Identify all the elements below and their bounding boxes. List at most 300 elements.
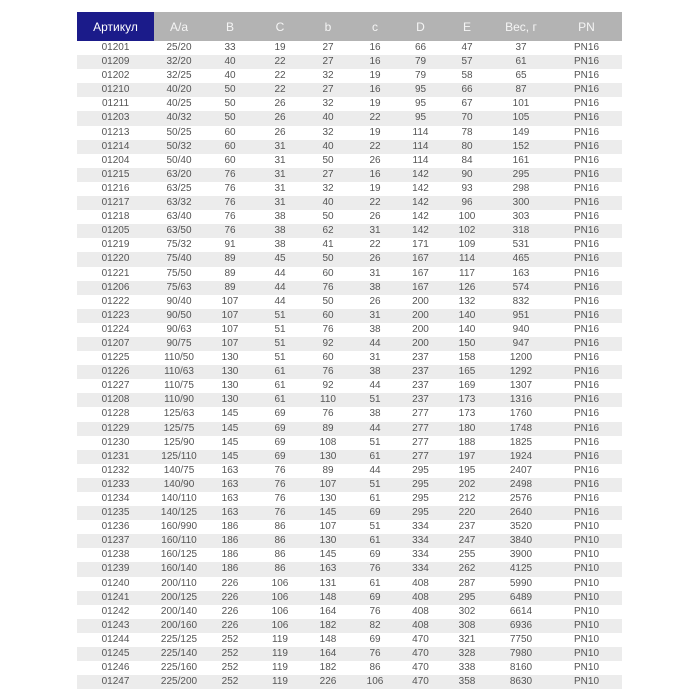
cell-D: 470	[412, 676, 429, 688]
cell-b: 50	[322, 295, 334, 307]
cell-E: 70	[461, 112, 473, 124]
cell-B: 50	[224, 84, 236, 96]
cell-article: 01228	[101, 408, 130, 420]
cell-c: 22	[369, 197, 381, 209]
cell-B: 107	[221, 309, 239, 321]
table-row	[77, 97, 622, 111]
cell-D: 79	[414, 70, 427, 82]
cell-c: 22	[369, 140, 381, 152]
cell-weight: 1200	[509, 352, 533, 364]
table-row	[77, 619, 622, 633]
cell-B: 252	[221, 676, 239, 688]
cell-D: 237	[412, 352, 429, 364]
column-header-pn: PN	[551, 12, 622, 41]
cell-aa: 140/90	[163, 478, 195, 490]
cell-pn: PN10	[573, 619, 599, 631]
table-row	[77, 506, 622, 520]
cell-E: 188	[458, 436, 476, 448]
cell-pn: PN16	[573, 352, 599, 364]
column-header-c-upper: C	[256, 12, 304, 41]
cell-aa: 40/20	[166, 84, 192, 96]
cell-B: 40	[224, 70, 236, 82]
cell-weight: 465	[512, 253, 530, 265]
cell-D: 334	[412, 521, 429, 533]
cell-aa: 110/90	[164, 394, 194, 406]
cell-aa: 200/110	[161, 577, 197, 589]
column-header-weight: Вес, г	[491, 12, 551, 41]
cell-weight: 2407	[509, 464, 533, 476]
cell-b: 148	[319, 633, 337, 645]
cell-b: 40	[322, 197, 334, 209]
cell-C: 86	[274, 563, 286, 575]
cell-b: 145	[319, 549, 337, 561]
cell-E: 180	[458, 422, 476, 434]
cell-C: 51	[274, 352, 286, 364]
cell-b: 107	[319, 478, 337, 490]
cell-C: 51	[274, 309, 286, 321]
cell-b: 32	[322, 182, 334, 194]
cell-article: 01222	[101, 295, 130, 307]
cell-D: 200	[412, 295, 429, 307]
cell-aa: 32/25	[166, 70, 192, 82]
cell-B: 163	[221, 507, 239, 519]
cell-c: 31	[369, 267, 381, 279]
cell-B: 186	[221, 535, 239, 547]
cell-c: 69	[369, 633, 381, 645]
cell-E: 58	[461, 70, 473, 82]
table-row	[77, 647, 622, 661]
cell-C: 86	[274, 521, 286, 533]
cell-article: 01211	[101, 98, 130, 110]
cell-weight: 2498	[509, 478, 533, 490]
cell-aa: 75/63	[166, 281, 192, 293]
cell-b: 50	[322, 154, 334, 166]
cell-aa: 40/25	[166, 98, 192, 110]
cell-c: 26	[369, 211, 381, 223]
cell-c: 26	[369, 154, 381, 166]
cell-article: 01213	[101, 126, 130, 138]
cell-b: 89	[322, 422, 334, 434]
cell-weight: 6936	[509, 619, 533, 631]
table-row	[77, 577, 622, 591]
cell-pn: PN16	[573, 197, 599, 209]
cell-pn: PN16	[573, 464, 599, 476]
cell-D: 408	[412, 591, 429, 603]
cell-b: 131	[319, 577, 337, 589]
cell-E: 358	[458, 676, 476, 688]
cell-B: 89	[224, 253, 236, 265]
cell-c: 22	[369, 112, 381, 124]
cell-C: 22	[274, 56, 286, 68]
cell-weight: 105	[512, 112, 530, 124]
cell-D: 237	[412, 380, 429, 392]
cell-aa: 160/990	[160, 521, 198, 533]
cell-aa: 50/32	[166, 140, 192, 152]
cell-pn: PN16	[573, 84, 599, 96]
cell-E: 114	[459, 253, 475, 265]
table-row	[77, 224, 622, 238]
cell-article: 01206	[101, 281, 130, 293]
cell-B: 252	[221, 662, 239, 674]
cell-weight: 7750	[509, 633, 533, 645]
cell-article: 01227	[101, 380, 130, 392]
cell-c: 22	[369, 239, 381, 251]
cell-B: 76	[224, 225, 236, 237]
cell-weight: 6489	[509, 591, 533, 603]
cell-C: 38	[274, 225, 286, 237]
cell-aa: 200/160	[160, 619, 198, 631]
cell-B: 226	[221, 619, 239, 631]
cell-b: 27	[322, 168, 334, 180]
cell-weight: 1825	[509, 436, 533, 448]
cell-aa: 140/125	[160, 507, 198, 519]
cell-E: 109	[458, 239, 476, 251]
table-row	[77, 661, 622, 675]
cell-C: 22	[274, 70, 286, 82]
cell-aa: 225/125	[160, 633, 198, 645]
cell-D: 142	[412, 168, 429, 180]
column-header-e: E	[443, 12, 491, 41]
cell-C: 61	[274, 366, 286, 378]
table-row	[77, 281, 622, 295]
cell-article: 01223	[101, 309, 130, 321]
cell-weight: 161	[512, 154, 530, 166]
table-row	[77, 633, 622, 647]
table-row	[77, 83, 622, 97]
cell-c: 38	[369, 408, 381, 420]
cell-weight: 5990	[509, 577, 533, 589]
cell-c: 69	[369, 549, 381, 561]
table-row	[77, 111, 622, 125]
cell-E: 158	[458, 352, 476, 364]
cell-pn: PN16	[573, 140, 599, 152]
table-row	[77, 379, 622, 393]
cell-B: 145	[221, 408, 239, 420]
cell-b: 89	[322, 464, 334, 476]
cell-D: 277	[412, 436, 429, 448]
cell-pn: PN16	[573, 112, 599, 124]
cell-E: 173	[458, 408, 476, 420]
cell-B: 130	[221, 394, 239, 406]
cell-E: 295	[458, 591, 476, 603]
cell-c: 51	[369, 436, 381, 448]
cell-weight: 832	[512, 295, 530, 307]
cell-b: 130	[319, 535, 337, 547]
cell-C: 119	[272, 676, 288, 688]
cell-article: 01243	[101, 619, 130, 631]
cell-weight: 1924	[509, 450, 533, 462]
cell-b: 50	[322, 211, 334, 223]
cell-pn: PN16	[573, 211, 599, 223]
cell-weight: 2640	[509, 507, 533, 519]
cell-E: 321	[458, 633, 476, 645]
table-row	[77, 450, 622, 464]
cell-weight: 152	[512, 140, 530, 152]
table-row	[77, 182, 622, 196]
cell-B: 145	[221, 436, 239, 448]
cell-D: 295	[412, 507, 429, 519]
cell-c: 38	[369, 323, 381, 335]
cell-E: 96	[461, 197, 473, 209]
cell-weight: 3900	[509, 549, 533, 561]
cell-article: 01218	[101, 211, 130, 223]
cell-D: 66	[414, 42, 427, 53]
table-row	[77, 478, 622, 492]
table-row	[77, 591, 622, 605]
cell-D: 277	[412, 422, 429, 434]
cell-weight: 574	[512, 281, 530, 293]
cell-E: 47	[461, 42, 473, 53]
cell-E: 220	[458, 507, 476, 519]
cell-aa: 90/75	[166, 337, 192, 349]
cell-b: 40	[322, 140, 334, 152]
table-row	[77, 252, 622, 266]
cell-article: 01208	[101, 394, 130, 406]
cell-article: 01229	[101, 422, 130, 434]
cell-E: 212	[458, 493, 476, 504]
cell-E: 126	[458, 281, 476, 293]
cell-article: 01239	[101, 563, 130, 575]
table-row	[77, 407, 622, 421]
cell-C: 61	[274, 380, 286, 392]
cell-b: 60	[322, 309, 334, 321]
cell-article: 01216	[101, 182, 130, 194]
cell-aa: 90/63	[166, 323, 192, 335]
cell-b: 60	[322, 352, 334, 364]
cell-weight: 303	[512, 211, 530, 223]
cell-D: 114	[412, 154, 429, 166]
cell-D: 200	[412, 323, 429, 335]
cell-E: 84	[461, 154, 473, 166]
cell-C: 38	[274, 211, 286, 223]
cell-aa: 63/32	[166, 197, 192, 209]
cell-b: 145	[319, 507, 337, 519]
cell-C: 106	[271, 619, 289, 631]
table-row	[77, 210, 622, 224]
cell-pn: PN16	[573, 253, 599, 265]
cell-article: 01209	[101, 56, 130, 68]
table-row	[77, 309, 622, 323]
cell-aa: 140/75	[163, 464, 195, 476]
cell-B: 89	[224, 281, 236, 293]
cell-article: 01226	[101, 366, 130, 378]
cell-article: 01224	[101, 323, 130, 335]
cell-c: 38	[369, 281, 381, 293]
cell-pn: PN16	[573, 366, 599, 378]
cell-D: 95	[414, 112, 427, 124]
cell-weight: 3520	[509, 521, 533, 533]
cell-pn: PN16	[573, 309, 599, 321]
cell-weight: 298	[512, 182, 530, 194]
cell-D: 167	[412, 253, 429, 265]
cell-D: 295	[412, 464, 429, 476]
cell-D: 470	[412, 662, 429, 674]
cell-b: 32	[322, 98, 334, 110]
cell-C: 106	[271, 591, 289, 603]
cell-article: 01231	[101, 450, 130, 462]
cell-B: 50	[224, 98, 236, 110]
table-row	[77, 534, 622, 548]
cell-c: 31	[369, 352, 381, 364]
cell-B: 130	[221, 352, 239, 364]
cell-E: 78	[461, 126, 473, 138]
cell-pn: PN16	[573, 225, 599, 237]
cell-pn: PN16	[573, 478, 599, 490]
cell-aa: 110/75	[164, 380, 194, 392]
cell-E: 90	[461, 168, 473, 180]
cell-article: 01234	[101, 493, 130, 504]
cell-B: 60	[224, 140, 236, 152]
cell-E: 66	[461, 84, 473, 96]
cell-pn: PN10	[573, 535, 599, 547]
cell-C: 76	[274, 478, 286, 490]
cell-E: 57	[461, 56, 473, 68]
cell-c: 44	[369, 422, 381, 434]
cell-pn: PN16	[573, 182, 599, 194]
cell-article: 01217	[101, 197, 130, 209]
table-row	[77, 238, 622, 252]
cell-aa: 50/40	[166, 154, 192, 166]
cell-article: 01210	[101, 84, 130, 96]
cell-weight: 6614	[509, 605, 533, 617]
cell-C: 106	[271, 577, 289, 589]
cell-c: 51	[369, 478, 381, 490]
table-row	[77, 562, 622, 576]
cell-aa: 225/160	[160, 662, 198, 674]
cell-weight: 163	[512, 267, 530, 279]
cell-b: 62	[322, 225, 334, 237]
cell-E: 165	[458, 366, 476, 378]
cell-E: 93	[461, 182, 473, 194]
cell-c: 16	[369, 56, 381, 68]
cell-C: 76	[274, 464, 286, 476]
cell-E: 173	[458, 394, 476, 406]
cell-weight: 3840	[509, 535, 533, 547]
cell-C: 44	[274, 267, 286, 279]
cell-weight: 1307	[509, 380, 533, 392]
table-row	[77, 126, 622, 140]
cell-aa: 225/200	[160, 676, 198, 688]
cell-b: 226	[319, 676, 337, 688]
cell-aa: 110/50	[164, 352, 194, 364]
cell-B: 252	[221, 648, 239, 660]
cell-weight: 531	[512, 239, 530, 251]
cell-D: 79	[414, 56, 427, 68]
cell-E: 100	[458, 211, 476, 223]
cell-weight: 37	[515, 42, 527, 53]
cell-aa: 125/110	[161, 450, 197, 462]
cell-B: 163	[221, 464, 239, 476]
cell-aa: 160/110	[161, 535, 197, 547]
cell-aa: 140/110	[161, 493, 197, 504]
cell-pn: PN16	[573, 408, 599, 420]
table-body	[77, 41, 622, 689]
cell-b: 148	[319, 591, 337, 603]
cell-pn: PN10	[573, 577, 599, 589]
cell-pn: PN10	[573, 521, 599, 533]
cell-E: 132	[458, 295, 476, 307]
cell-C: 45	[274, 253, 286, 265]
cell-b: 92	[322, 380, 334, 392]
cell-pn: PN16	[573, 337, 599, 349]
table-row	[77, 520, 622, 534]
cell-D: 114	[412, 126, 429, 138]
cell-c: 61	[369, 577, 381, 589]
cell-aa: 75/32	[166, 239, 192, 251]
cell-B: 91	[224, 239, 236, 251]
cell-aa: 125/90	[163, 436, 195, 448]
cell-C: 44	[274, 295, 286, 307]
cell-D: 277	[412, 450, 429, 462]
cell-C: 31	[274, 140, 286, 152]
cell-article: 01232	[101, 464, 130, 476]
cell-pn: PN16	[573, 42, 599, 53]
cell-pn: PN16	[573, 450, 599, 462]
cell-C: 106	[271, 605, 289, 617]
table-row	[77, 154, 622, 168]
cell-B: 226	[221, 591, 239, 603]
cell-c: 82	[369, 619, 381, 631]
table-row	[77, 365, 622, 379]
cell-aa: 63/40	[166, 211, 192, 223]
cell-article: 01214	[101, 140, 130, 152]
cell-B: 186	[221, 563, 239, 575]
cell-article: 01237	[101, 535, 130, 547]
cell-weight: 318	[512, 225, 530, 237]
cell-b: 164	[319, 605, 337, 617]
cell-B: 107	[221, 295, 239, 307]
cell-D: 408	[412, 605, 429, 617]
cell-c: 44	[369, 380, 381, 392]
cell-C: 51	[274, 323, 286, 335]
cell-B: 76	[224, 168, 236, 180]
cell-D: 171	[412, 239, 429, 251]
cell-aa: 40/32	[166, 112, 192, 124]
cell-aa: 63/25	[166, 182, 192, 194]
cell-b: 76	[322, 323, 334, 335]
cell-C: 51	[274, 337, 286, 349]
cell-article: 01238	[101, 549, 130, 561]
cell-weight: 87	[515, 84, 527, 96]
cell-D: 142	[412, 211, 429, 223]
cell-D: 95	[414, 98, 427, 110]
cell-b: 27	[322, 42, 334, 53]
cell-C: 69	[274, 436, 286, 448]
cell-C: 69	[274, 422, 286, 434]
cell-c: 76	[369, 605, 381, 617]
cell-aa: 200/125	[160, 591, 198, 603]
cell-B: 130	[221, 366, 239, 378]
cell-c: 16	[369, 84, 381, 96]
cell-aa: 110/63	[164, 366, 194, 378]
spec-table	[77, 12, 622, 689]
cell-C: 38	[274, 239, 286, 251]
cell-c: 51	[369, 394, 381, 406]
cell-B: 60	[224, 126, 236, 138]
cell-D: 167	[412, 281, 429, 293]
cell-b: 27	[322, 56, 334, 68]
cell-article: 01225	[101, 352, 130, 364]
cell-D: 295	[412, 493, 429, 504]
column-header-c-lower: c	[352, 12, 398, 41]
cell-E: 262	[458, 563, 476, 575]
cell-B: 226	[221, 605, 239, 617]
cell-pn: PN10	[573, 591, 599, 603]
cell-b: 164	[319, 648, 337, 660]
cell-E: 195	[458, 464, 476, 476]
cell-aa: 225/140	[160, 648, 198, 660]
cell-aa: 160/140	[160, 563, 198, 575]
